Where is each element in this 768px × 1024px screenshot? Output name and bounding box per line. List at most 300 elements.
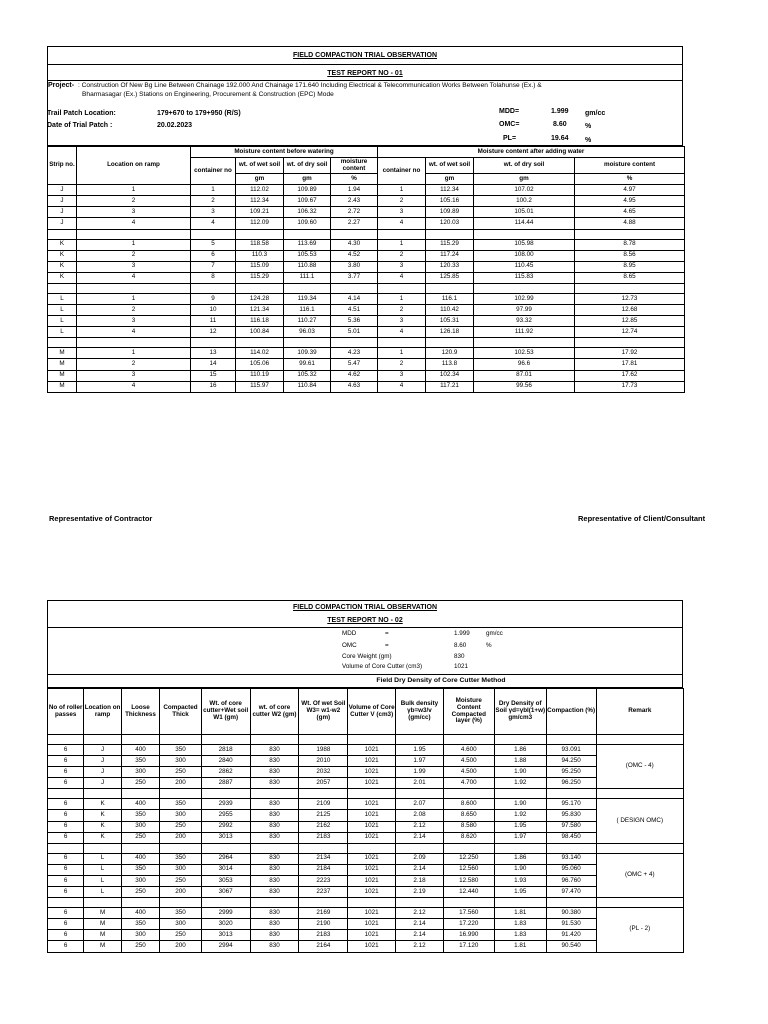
wet-soil-cell: 115.97	[236, 381, 284, 392]
w2-header: wt. of core cutter W2 (gm)	[250, 689, 299, 735]
wet-soil-cell: 121.34	[236, 305, 284, 316]
compaction-header: Compaction (%)	[546, 689, 596, 735]
spacer-cell	[250, 898, 299, 908]
volume-cell: 1021	[348, 853, 396, 864]
container-cell: 7	[191, 261, 236, 272]
wet-soil-cell: 112.02	[236, 185, 284, 196]
compacted-cell: 250	[160, 767, 202, 778]
spacer-cell	[48, 735, 84, 745]
spacer-cell	[494, 789, 546, 799]
dry-soil-cell: 109.89	[284, 185, 331, 196]
spacer-cell	[546, 898, 596, 908]
param-label: OMC	[342, 642, 357, 649]
strip-header: Strip no.	[48, 147, 77, 185]
loose-cell: 250	[121, 941, 159, 952]
dry-density-cell: 1.92	[494, 810, 546, 821]
unit-percent: %	[331, 174, 378, 185]
spacer-cell	[48, 789, 84, 799]
w3-cell: 2223	[299, 875, 348, 886]
dry-soil2-cell: 115.83	[474, 272, 575, 283]
location-cell: L	[84, 887, 121, 898]
spacer-cell	[443, 898, 494, 908]
dry-soil2-cell: 110.45	[474, 261, 575, 272]
w1-cell: 2840	[201, 756, 250, 767]
dry-density-cell: 1.86	[494, 853, 546, 864]
w3-header: Wt. Of wet Soil W3= w1-w2 (gm)	[299, 689, 348, 735]
location-cell: M	[84, 930, 121, 941]
dry-density-cell: 1.81	[494, 908, 546, 919]
dry-density-cell: 1.93	[494, 875, 546, 886]
compacted-cell: 250	[160, 875, 202, 886]
passes-cell: 6	[48, 799, 84, 810]
container2-cell: 1	[378, 293, 426, 304]
pl-value: 19.64	[551, 135, 569, 142]
moisture-cell: 4.62	[331, 370, 378, 381]
spacer-cell	[331, 229, 378, 239]
dry-soil2-cell: 99.56	[474, 381, 575, 392]
location-cell: K	[84, 832, 121, 843]
moisture2-cell: 4.65	[575, 207, 685, 218]
unit-percent: %	[575, 174, 685, 185]
remark-cell: ( DESIGN OMC)	[596, 799, 683, 843]
spacer-cell	[236, 338, 284, 348]
passes-cell: 6	[48, 887, 84, 898]
container-cell: 14	[191, 359, 236, 370]
w2-cell: 830	[250, 821, 299, 832]
spacer-cell	[426, 283, 474, 293]
location-cell: 3	[77, 261, 191, 272]
mdd-label: MDD=	[499, 108, 520, 115]
compacted-cell: 250	[160, 930, 202, 941]
loose-header: Loose Thickness	[121, 689, 159, 735]
dry-soil-cell: 110.84	[284, 381, 331, 392]
passes-cell: 6	[48, 810, 84, 821]
group-spacer	[48, 338, 685, 348]
moisture-cell: 8.620	[443, 832, 494, 843]
spacer-cell	[546, 735, 596, 745]
report1-table	[47, 146, 685, 393]
dry-soil2-cell: 102.53	[474, 348, 575, 359]
volume-cell: 1021	[348, 810, 396, 821]
volume-cell: 1021	[348, 756, 396, 767]
w1-cell: 2992	[201, 821, 250, 832]
dry-soil-cell: 119.34	[284, 293, 331, 304]
project-text-2: Bharmasagar (Ex.) Stations on Engineering, Procurement & Construction (EPC) Mode	[82, 91, 334, 98]
dry-soil2-cell: 100.2	[474, 196, 575, 207]
passes-cell: 6	[48, 941, 84, 952]
moisture-cell: 5.36	[331, 316, 378, 327]
strip-cell: K	[48, 272, 77, 283]
strip-cell: J	[48, 185, 77, 196]
compaction-cell: 90.540	[546, 941, 596, 952]
w3-cell: 2032	[299, 767, 348, 778]
strip-cell: K	[48, 250, 77, 261]
table-row	[48, 799, 684, 810]
container2-cell: 2	[378, 196, 426, 207]
strip-cell: L	[48, 316, 77, 327]
volume-cell: 1021	[348, 930, 396, 941]
after-watering-header: Moisture content after adding water	[378, 147, 685, 158]
container-cell: 13	[191, 348, 236, 359]
dry-soil2-cell: 96.6	[474, 359, 575, 370]
table-row	[48, 875, 684, 886]
compacted-cell: 300	[160, 810, 202, 821]
dry-soil2-cell: 105.01	[474, 207, 575, 218]
moisture2-cell: 4.95	[575, 196, 685, 207]
spacer-cell	[299, 898, 348, 908]
group-spacer	[48, 843, 684, 853]
strip-cell: J	[48, 218, 77, 229]
w2-cell: 830	[250, 799, 299, 810]
compacted-cell: 200	[160, 832, 202, 843]
spacer-cell	[348, 898, 396, 908]
container-cell: 9	[191, 293, 236, 304]
w2-cell: 830	[250, 778, 299, 789]
w2-cell: 830	[250, 908, 299, 919]
passes-cell: 6	[48, 767, 84, 778]
strip-cell: L	[48, 293, 77, 304]
wet-soil-cell: 105.06	[236, 359, 284, 370]
table-row	[48, 185, 685, 196]
bulk-density-cell: 2.14	[396, 864, 444, 875]
dry-density-cell: 1.97	[494, 832, 546, 843]
spacer-cell	[546, 843, 596, 853]
wet-soil2-cell: 117.24	[426, 250, 474, 261]
table-row	[48, 348, 685, 359]
moisture-cell: 8.650	[443, 810, 494, 821]
spacer-cell	[299, 735, 348, 745]
bulk-density-cell: 2.12	[396, 941, 444, 952]
spacer-cell	[160, 735, 202, 745]
spacer-cell	[378, 338, 426, 348]
w3-cell: 2134	[299, 853, 348, 864]
wet-soil-cell: 109.21	[236, 207, 284, 218]
w3-cell: 2125	[299, 810, 348, 821]
moisture-cell: 4.52	[331, 250, 378, 261]
spacer-cell	[84, 735, 121, 745]
table-row	[48, 327, 685, 338]
container-cell: 8	[191, 272, 236, 283]
spacer-cell	[596, 843, 683, 853]
location-cell: M	[84, 908, 121, 919]
spacer-cell	[426, 229, 474, 239]
spacer-cell	[299, 789, 348, 799]
compaction-cell: 97.580	[546, 821, 596, 832]
dry-soil-cell: 111.1	[284, 272, 331, 283]
dry-soil-cell: 113.69	[284, 239, 331, 250]
compaction-cell: 91.420	[546, 930, 596, 941]
dry-soil2-cell: 87.01	[474, 370, 575, 381]
loose-cell: 300	[121, 821, 159, 832]
trial-date-label: Date of Trial Patch :	[47, 122, 113, 129]
dry-density-cell: 1.92	[494, 778, 546, 789]
w1-cell: 3013	[201, 832, 250, 843]
unit-gm: gm	[474, 174, 575, 185]
spacer-cell	[77, 283, 191, 293]
spacer-cell	[426, 338, 474, 348]
location-cell: 4	[77, 381, 191, 392]
bulk-density-cell: 2.18	[396, 875, 444, 886]
dry-density-cell: 1.95	[494, 887, 546, 898]
wet-soil2-cell: 117.21	[426, 381, 474, 392]
spacer-cell	[48, 898, 84, 908]
container-cell: 11	[191, 316, 236, 327]
moisture-cell: 17.220	[443, 919, 494, 930]
volume-cell: 1021	[348, 941, 396, 952]
w1-header: Wt. of core cutter+Wet soil W1 (gm)	[201, 689, 250, 735]
moisture2-cell: 4.97	[575, 185, 685, 196]
contractor-signature-label: Representative of Contractor	[49, 514, 153, 523]
table-row	[48, 941, 684, 952]
moisture-cell: 3.77	[331, 272, 378, 283]
moisture2-cell: 12.73	[575, 293, 685, 304]
spacer-cell	[84, 789, 121, 799]
strip-cell: J	[48, 207, 77, 218]
w3-cell: 2109	[299, 799, 348, 810]
omc-value: 8.60	[553, 121, 567, 128]
w1-cell: 2887	[201, 778, 250, 789]
dry-soil-cell: 109.67	[284, 196, 331, 207]
compaction-cell: 98.450	[546, 832, 596, 843]
w2-cell: 830	[250, 745, 299, 756]
table-row	[48, 196, 685, 207]
client-signature-label: Representative of Client/Consultant	[578, 514, 706, 523]
table-row	[48, 305, 685, 316]
location-cell: 4	[77, 272, 191, 283]
moisture2-cell: 8.78	[575, 239, 685, 250]
compacted-cell: 200	[160, 941, 202, 952]
location-header: Location on ramp	[77, 147, 191, 185]
param-equals: =	[385, 630, 389, 637]
dry-soil-cell: 96.03	[284, 327, 331, 338]
dry-density-cell: 1.83	[494, 930, 546, 941]
compacted-cell: 300	[160, 756, 202, 767]
dry-soil2-cell: 111.92	[474, 327, 575, 338]
table-row	[48, 218, 685, 229]
spacer-cell	[48, 229, 77, 239]
table-row	[48, 359, 685, 370]
report1-title-line	[47, 64, 683, 65]
wet-soil2-cell: 110.42	[426, 305, 474, 316]
container-cell: 15	[191, 370, 236, 381]
loose-cell: 300	[121, 930, 159, 941]
bulk-density-cell: 2.09	[396, 853, 444, 864]
dry-soil2-cell: 102.99	[474, 293, 575, 304]
wet-soil2-cell: 120.33	[426, 261, 474, 272]
container2-cell: 2	[378, 305, 426, 316]
report2-table	[47, 688, 684, 953]
location-cell: J	[84, 778, 121, 789]
group-spacer	[48, 898, 684, 908]
spacer-cell	[396, 789, 444, 799]
wet-soil2-cell: 105.31	[426, 316, 474, 327]
table-row	[48, 832, 684, 843]
wet-soil2-cell: 120.03	[426, 218, 474, 229]
compaction-cell: 96.250	[546, 778, 596, 789]
compaction-cell: 95.830	[546, 810, 596, 821]
bulk-density-cell: 2.14	[396, 832, 444, 843]
container2-cell: 2	[378, 250, 426, 261]
volume-cell: 1021	[348, 864, 396, 875]
w3-cell: 2164	[299, 941, 348, 952]
location-cell: 1	[77, 239, 191, 250]
wet-soil2-header: wt. of wet soil	[426, 158, 474, 174]
w1-cell: 3053	[201, 875, 250, 886]
omc-label: OMC=	[499, 121, 520, 128]
unit-gm: gm	[426, 174, 474, 185]
location-cell: 3	[77, 207, 191, 218]
compaction-cell: 90.380	[546, 908, 596, 919]
w2-cell: 830	[250, 767, 299, 778]
wet-soil2-cell: 120.9	[426, 348, 474, 359]
strip-cell: M	[48, 370, 77, 381]
spacer-cell	[474, 283, 575, 293]
param-label: Volume of Core Cutter (cm3)	[342, 663, 423, 670]
w2-cell: 830	[250, 887, 299, 898]
moisture-cell: 4.23	[331, 348, 378, 359]
spacer-cell	[160, 898, 202, 908]
location-cell: 1	[77, 348, 191, 359]
w3-cell: 2169	[299, 908, 348, 919]
spacer-cell	[348, 735, 396, 745]
moisture-cell: 4.500	[443, 767, 494, 778]
project-text-1: : Construction Of New Bg Line Between Chainage 192.000 And Chainage 171.640 Including Electrical & Telecommunication Works Between Tolahunse (Ex.) &	[78, 82, 542, 89]
w3-cell: 2010	[299, 756, 348, 767]
volume-cell: 1021	[348, 875, 396, 886]
w3-cell: 2190	[299, 919, 348, 930]
passes-cell: 6	[48, 930, 84, 941]
wet-soil-cell: 112.34	[236, 196, 284, 207]
table-row	[48, 908, 684, 919]
omc-unit: %	[585, 123, 592, 130]
spacer-cell	[48, 843, 84, 853]
w3-cell: 2183	[299, 930, 348, 941]
param-label: Core Weight (gm)	[342, 653, 392, 660]
moisture-cell: 2.72	[331, 207, 378, 218]
moisture-cell: 5.01	[331, 327, 378, 338]
pl-unit: %	[585, 137, 592, 144]
wet-soil2-cell: 116.1	[426, 293, 474, 304]
dry-soil2-header: wt. of dry soil	[474, 158, 575, 174]
spacer-cell	[348, 789, 396, 799]
table-row	[48, 239, 685, 250]
spacer-cell	[396, 898, 444, 908]
param-unit: gm/cc	[486, 630, 503, 637]
strip-cell: L	[48, 305, 77, 316]
container-cell: 1	[191, 185, 236, 196]
location-cell: M	[84, 941, 121, 952]
w3-cell: 2057	[299, 778, 348, 789]
spacer-cell	[299, 843, 348, 853]
location-cell: J	[84, 767, 121, 778]
moisture-cell: 4.30	[331, 239, 378, 250]
dry-soil2-cell: 97.99	[474, 305, 575, 316]
table-row	[48, 250, 685, 261]
table-row	[48, 810, 684, 821]
volume-cell: 1021	[348, 908, 396, 919]
dry-soil-cell: 116.1	[284, 305, 331, 316]
moisture2-cell: 12.74	[575, 327, 685, 338]
w2-cell: 830	[250, 756, 299, 767]
wet-soil-cell: 115.09	[236, 261, 284, 272]
spacer-cell	[250, 735, 299, 745]
dry-soil-cell: 105.32	[284, 370, 331, 381]
strip-cell: K	[48, 261, 77, 272]
container2-cell: 4	[378, 218, 426, 229]
volume-cell: 1021	[348, 778, 396, 789]
wet-soil-cell: 112.09	[236, 218, 284, 229]
spacer-cell	[201, 735, 250, 745]
dry-soil2-cell: 107.02	[474, 185, 575, 196]
w2-cell: 830	[250, 930, 299, 941]
volume-header: Volume of Core Cutter V (cm3)	[348, 689, 396, 735]
wet-soil2-cell: 109.89	[426, 207, 474, 218]
container2-header: container no	[378, 158, 426, 185]
container-cell: 4	[191, 218, 236, 229]
location-cell: 4	[77, 218, 191, 229]
spacer-cell	[396, 735, 444, 745]
loose-cell: 250	[121, 778, 159, 789]
w2-cell: 830	[250, 875, 299, 886]
w3-cell: 2184	[299, 864, 348, 875]
moisture-cell: 4.700	[443, 778, 494, 789]
location-cell: J	[84, 756, 121, 767]
wet-soil2-cell: 112.34	[426, 185, 474, 196]
loose-cell: 400	[121, 908, 159, 919]
loose-cell: 350	[121, 864, 159, 875]
spacer-cell	[494, 843, 546, 853]
w1-cell: 3014	[201, 864, 250, 875]
bulk-density-cell: 2.19	[396, 887, 444, 898]
table-row	[48, 756, 684, 767]
spacer-cell	[396, 843, 444, 853]
container-header: container no	[191, 158, 236, 185]
moisture2-cell: 8.95	[575, 261, 685, 272]
report2-title: FIELD COMPACTION TRIAL OBSERVATION	[292, 604, 438, 611]
loose-cell: 300	[121, 875, 159, 886]
bulk-density-cell: 1.95	[396, 745, 444, 756]
w3-cell: 2162	[299, 821, 348, 832]
compacted-cell: 300	[160, 919, 202, 930]
spacer-cell	[331, 338, 378, 348]
w2-cell: 830	[250, 853, 299, 864]
w2-cell: 830	[250, 864, 299, 875]
wet-soil-cell: 124.28	[236, 293, 284, 304]
passes-cell: 6	[48, 745, 84, 756]
param-unit: %	[486, 642, 492, 649]
wet-soil-header: wt. of wet soil	[236, 158, 284, 174]
container-cell: 3	[191, 207, 236, 218]
compacted-cell: 350	[160, 799, 202, 810]
moisture2-cell: 17.92	[575, 348, 685, 359]
passes-cell: 6	[48, 821, 84, 832]
spacer-cell	[284, 338, 331, 348]
moisture-cell: 12.560	[443, 864, 494, 875]
strip-cell: M	[48, 348, 77, 359]
dry-soil-cell: 110.27	[284, 316, 331, 327]
moisture-cell: 12.250	[443, 853, 494, 864]
location-cell: 1	[77, 185, 191, 196]
container2-cell: 1	[378, 185, 426, 196]
dry-soil-header: wt. of dry soil	[284, 158, 331, 174]
unit-gm: gm	[284, 174, 331, 185]
spacer-cell	[121, 789, 159, 799]
mc-header: Moisture Content Compacted layer (%)	[443, 689, 494, 735]
report2-test-no: TEST REPORT NO - 02	[327, 617, 403, 624]
bulk-density-cell: 2.12	[396, 908, 444, 919]
table-row	[48, 930, 684, 941]
table-row	[48, 370, 685, 381]
